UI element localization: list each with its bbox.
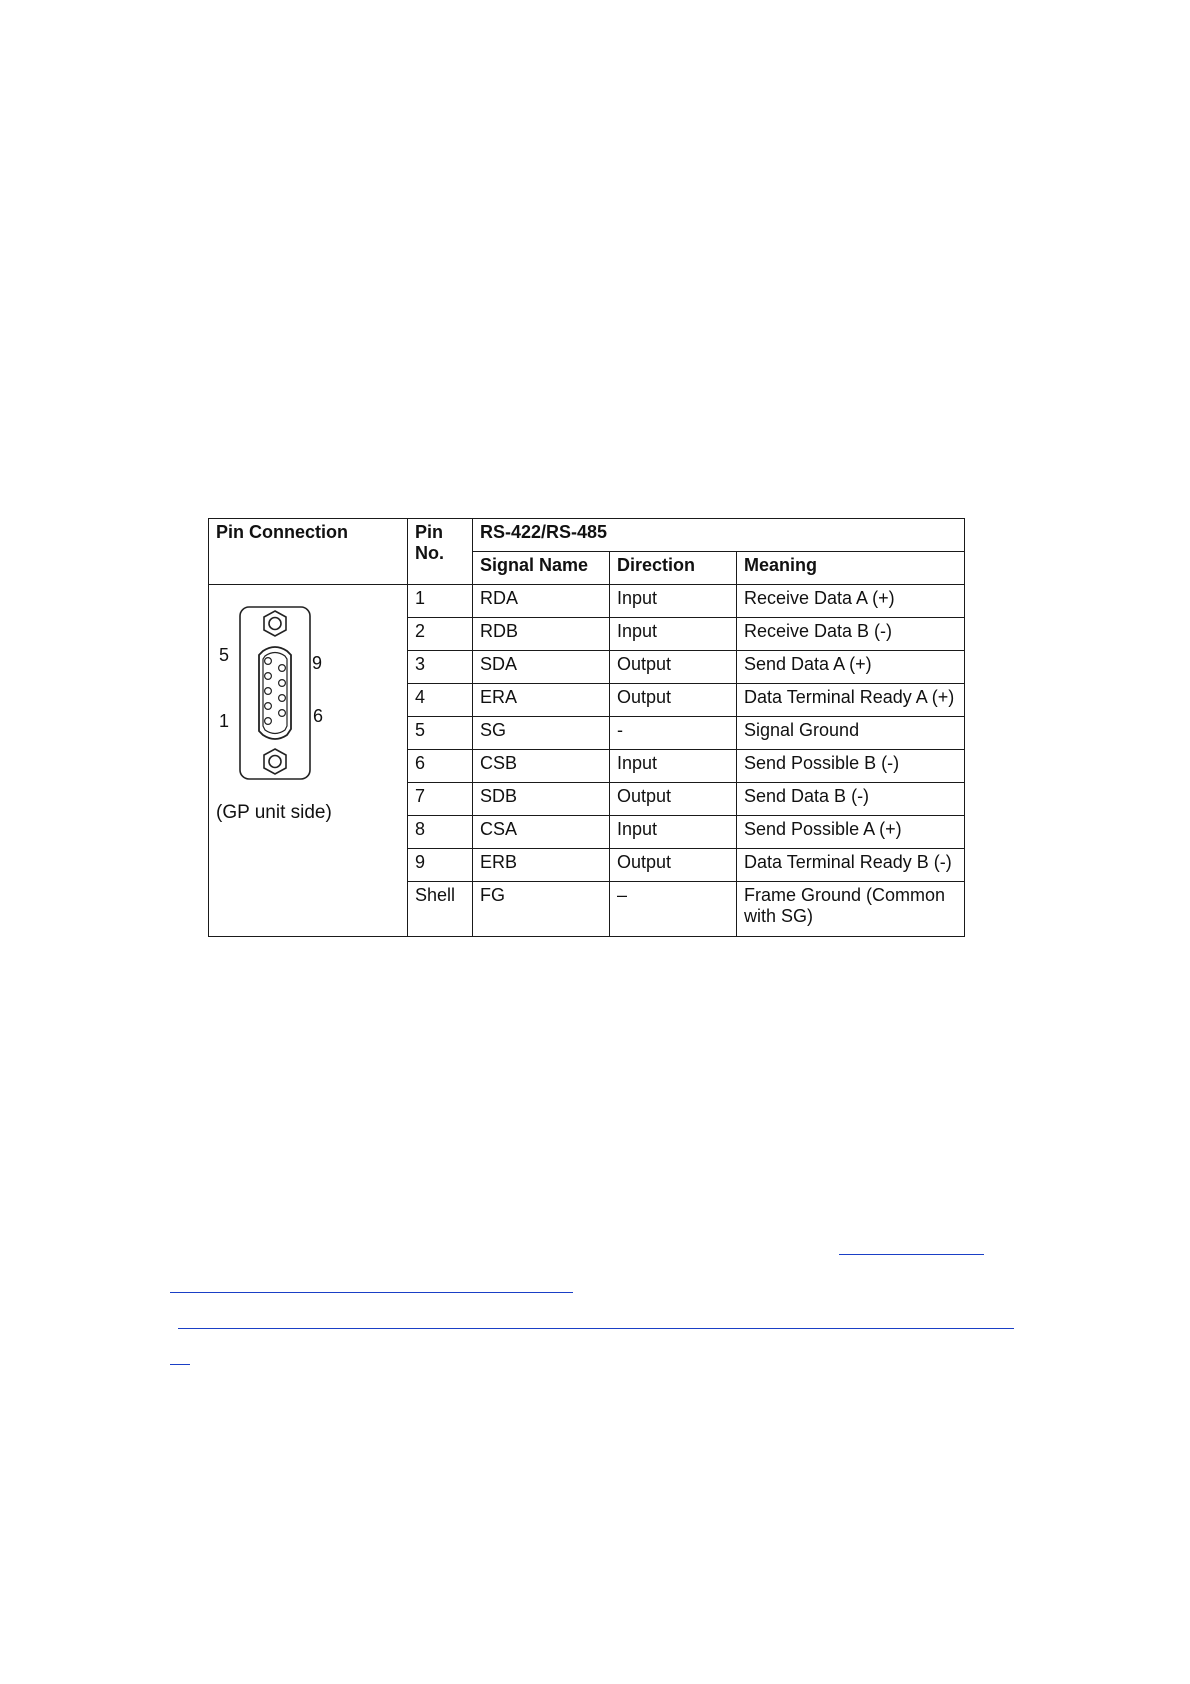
cell-signal: CSA xyxy=(473,816,610,849)
cell-direction: Output xyxy=(610,651,737,684)
hyperlink-underline-4[interactable] xyxy=(170,1364,190,1365)
cell-meaning: Send Data A (+) xyxy=(737,651,965,684)
cell-direction: Input xyxy=(610,750,737,783)
cell-pin: 6 xyxy=(408,750,473,783)
cell-pin: 9 xyxy=(408,849,473,882)
cell-signal: RDA xyxy=(473,585,610,618)
cell-pin: 5 xyxy=(408,717,473,750)
header-row-1 xyxy=(209,519,965,552)
cell-direction: Output xyxy=(610,783,737,816)
cell-meaning: Frame Ground (Common with SG) xyxy=(737,882,965,937)
cell-direction: Input xyxy=(610,585,737,618)
header-pin-connection: Pin Connection xyxy=(209,519,408,585)
cell-signal: CSB xyxy=(473,750,610,783)
cell-direction: Input xyxy=(610,618,737,651)
header-direction: Direction xyxy=(610,552,737,585)
cell-signal: SDB xyxy=(473,783,610,816)
cell-direction: Input xyxy=(610,816,737,849)
cell-meaning: Data Terminal Ready B (-) xyxy=(737,849,965,882)
cell-signal: ERB xyxy=(473,849,610,882)
cell-direction: Output xyxy=(610,684,737,717)
cell-meaning: Receive Data B (-) xyxy=(737,618,965,651)
hyperlink-underline-3[interactable] xyxy=(178,1328,1014,1329)
cell-pin: 3 xyxy=(408,651,473,684)
cell-signal: ERA xyxy=(473,684,610,717)
cell-meaning: Send Possible B (-) xyxy=(737,750,965,783)
cell-pin: 7 xyxy=(408,783,473,816)
cell-meaning: Signal Ground xyxy=(737,717,965,750)
header-rs422-rs485: RS-422/RS-485 xyxy=(473,519,965,552)
cell-pin: 4 xyxy=(408,684,473,717)
cell-pin: 8 xyxy=(408,816,473,849)
cell-meaning: Receive Data A (+) xyxy=(737,585,965,618)
cell-signal: SG xyxy=(473,717,610,750)
connector-caption: (GP unit side) xyxy=(216,802,332,823)
header-signal-name: Signal Name xyxy=(473,552,610,585)
cell-signal: SDA xyxy=(473,651,610,684)
cell-signal: RDB xyxy=(473,618,610,651)
pin-assignment-table xyxy=(208,518,965,937)
pin-label-5: 5 xyxy=(219,645,230,665)
header-meaning: Meaning xyxy=(737,552,965,585)
cell-direction: Output xyxy=(610,849,737,882)
cell-signal: FG xyxy=(473,882,610,937)
pin-label-6: 6 xyxy=(313,706,324,726)
cell-direction: – xyxy=(610,882,737,937)
hyperlink-underline-2[interactable] xyxy=(170,1292,573,1293)
pin-label-9: 9 xyxy=(312,653,323,673)
table-row xyxy=(209,585,965,618)
dsub9-connector-icon xyxy=(209,585,408,930)
header-pin-no: Pin No. xyxy=(408,519,473,585)
cell-pin: 1 xyxy=(408,585,473,618)
cell-meaning: Send Possible A (+) xyxy=(737,816,965,849)
pin-label-1: 1 xyxy=(219,711,230,731)
connector-diagram xyxy=(209,585,408,930)
pin-connection-cell xyxy=(209,585,408,937)
cell-meaning: Data Terminal Ready A (+) xyxy=(737,684,965,717)
cell-pin: Shell xyxy=(408,882,473,937)
cell-pin: 2 xyxy=(408,618,473,651)
cell-direction: - xyxy=(610,717,737,750)
hyperlink-underline-1[interactable] xyxy=(839,1254,984,1255)
cell-meaning: Send Data B (-) xyxy=(737,783,965,816)
